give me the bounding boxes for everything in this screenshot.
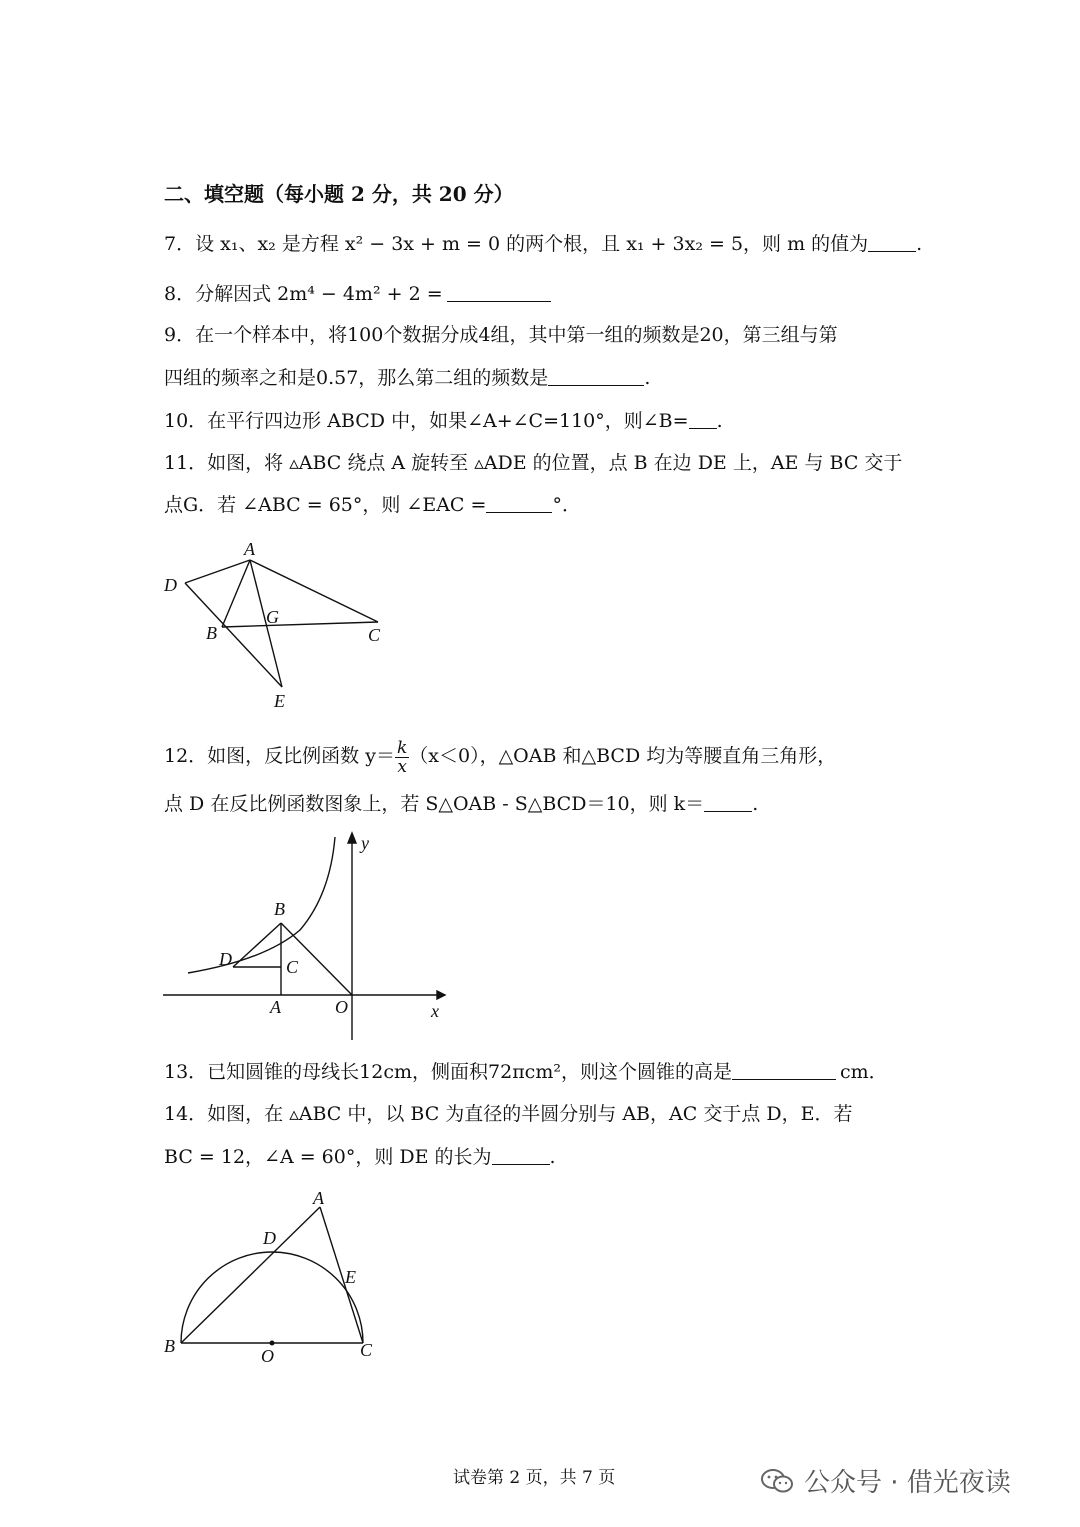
label-d: D [219, 949, 232, 969]
section-title: 二、填空题（每小题 2 分，共 20 分） [164, 182, 514, 206]
wechat-icon [760, 1468, 794, 1494]
label-x: x [431, 1001, 439, 1021]
question-11-line1: 11．如图，将 ▵ABC 绕点 A 旋转至 ▵ADE 的位置，点 B 在边 DE 上，AE 与 BC 交于 [164, 452, 903, 474]
question-14-line1: 14．如图，在 ▵ABC 中，以 BC 为直径的半圆分别与 AB，AC 交于点 D，E．若 [164, 1103, 853, 1125]
label-g: G [266, 607, 279, 627]
label-a: A [313, 1188, 324, 1208]
label-o: O [335, 997, 348, 1017]
figure-14 [155, 1180, 395, 1370]
answer-blank [868, 231, 916, 252]
label-b: B [274, 899, 285, 919]
answer-blank [548, 365, 644, 386]
question-9-line1: 9．在一个样本中，将100个数据分成4组，其中第一组的频数是20，第三组与第 [164, 324, 838, 346]
question-11-line2: 点G．若 ∠ABC = 65°，则 ∠EAC = °． [164, 494, 581, 516]
question-8: 8．分解因式 2m⁴ − 4m² + 2 = [164, 280, 551, 308]
answer-blank [689, 408, 717, 429]
answer-blank [704, 791, 752, 812]
question-12-line1: 12．如图，反比例函数 y＝ $\frac{k}{x}$ （x＜0），△OAB 和△BCD 均为等腰直角三角形， [164, 737, 837, 777]
figure-11 [150, 535, 400, 715]
label-a: A [270, 997, 281, 1017]
watermark-text: 公众号 · 借光夜读 [804, 1468, 1011, 1498]
label-a: A [244, 539, 255, 559]
answer-blank [447, 281, 551, 302]
watermark [760, 1462, 1011, 1499]
label-b: B [206, 623, 217, 643]
label-o: O [261, 1346, 274, 1366]
center-point [270, 1341, 275, 1346]
question-9-line2: 四组的频率之和是0.57，那么第二组的频数是 . [164, 367, 651, 389]
answer-blank [492, 1144, 550, 1165]
question-7: 7．设 x₁、x₂ 是方程 x² − 3x + m = 0 的两个根，且 x₁ + 3x₂ = 5，则 m 的值为 . [164, 233, 923, 255]
label-y: y [361, 833, 369, 853]
label-d: D [164, 575, 177, 595]
question-13: 13．已知圆锥的母线长12cm，侧面积72πcm²，则这个圆锥的高是 cm． [164, 1061, 888, 1083]
figure-12 [155, 825, 465, 1050]
label-b: B [164, 1336, 175, 1356]
label-c: C [286, 957, 299, 977]
page-footer: 试卷第 2 页，共 7 页 [453, 1468, 616, 1488]
label-c: C [368, 625, 381, 645]
question-14-line2: BC = 12，∠A = 60°，则 DE 的长为 . [164, 1146, 556, 1168]
question-10: 10．在平行四边形 ABCD 中，如果∠A+∠C=110°，则∠B= . [164, 410, 723, 432]
fraction-k-over-x: $\frac{k}{x}$ [396, 737, 408, 777]
answer-blank [732, 1059, 836, 1080]
answer-blank [486, 492, 552, 513]
label-e: E [274, 691, 285, 711]
label-c: C [360, 1340, 373, 1360]
label-d: D [263, 1228, 276, 1248]
label-e: E [345, 1267, 356, 1287]
question-12-line2: 点 D 在反比例函数图象上，若 S△OAB - S△BCD＝10，则 k＝ . [164, 793, 759, 815]
